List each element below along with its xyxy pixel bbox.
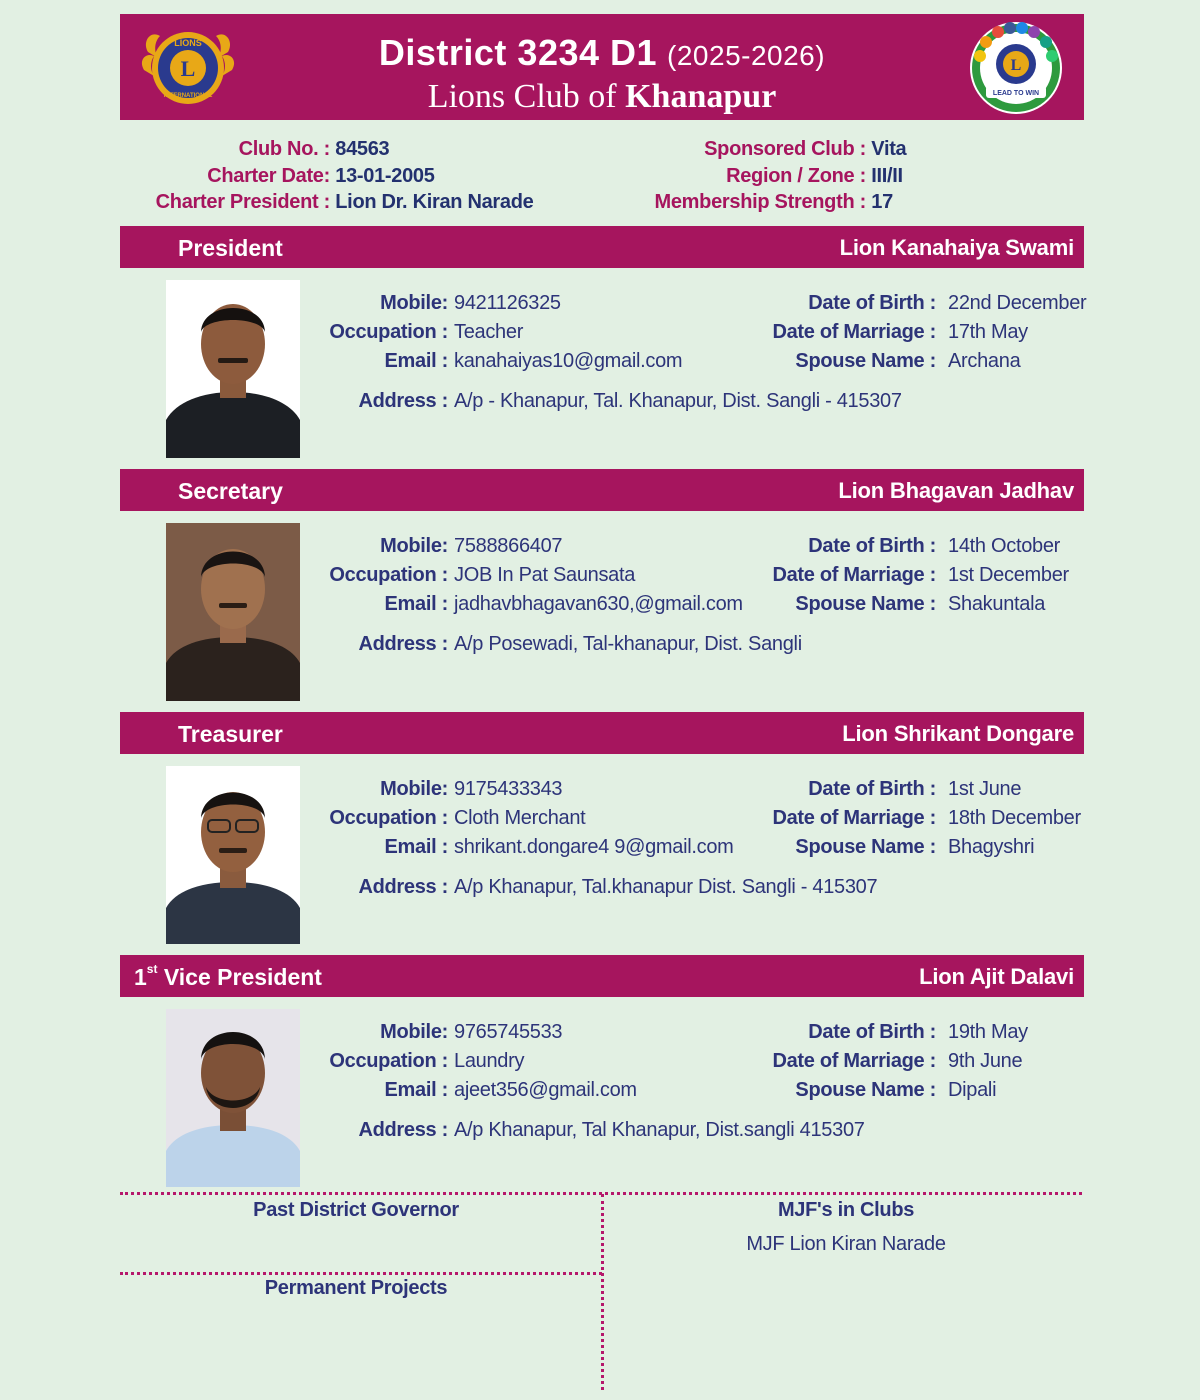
mobile-label: Mobile:	[380, 292, 448, 314]
sponsored-club-value: Vita	[871, 138, 907, 160]
occupation-row	[300, 564, 635, 587]
dob-value: 14th October	[948, 535, 1061, 557]
address-label: Address :	[358, 876, 448, 898]
lead-to-win-logo	[968, 18, 1064, 116]
occupation-row	[300, 321, 523, 344]
role-ordinal-suffix: st	[146, 962, 158, 976]
email-value: kanahaiyas10@gmail.com	[454, 350, 683, 372]
officer-role	[134, 964, 322, 991]
email-label: Email :	[384, 1079, 448, 1101]
past-district-governor-heading: Past District Governor	[253, 1199, 459, 1221]
occupation-value: Laundry	[454, 1050, 525, 1072]
club-name: Khanapur	[625, 78, 777, 115]
dom-label: Date of Marriage :	[772, 1050, 936, 1072]
club-prefix: Lions Club of	[427, 78, 617, 115]
address-label: Address :	[358, 633, 448, 655]
occupation-label: Occupation :	[329, 807, 448, 829]
email-label: Email :	[384, 350, 448, 372]
address-value: A/p - Khanapur, Tal. Khanapur, Dist. Sangli - 415307	[454, 390, 902, 412]
mobile-label: Mobile:	[380, 1021, 448, 1043]
email-value: shrikant.dongare4 9@gmail.com	[454, 836, 734, 858]
dob-value: 1st June	[948, 778, 1022, 800]
spouse-label: Spouse Name :	[795, 836, 936, 858]
district-title	[120, 32, 1084, 74]
email-row	[300, 593, 743, 616]
sponsored-club-label: Sponsored Club :	[704, 138, 866, 160]
club-info-right	[640, 138, 906, 218]
mobile-label: Mobile:	[380, 535, 448, 557]
mobile-row	[300, 292, 561, 315]
officer-name: Lion Bhagavan Jadhav	[838, 478, 1074, 503]
mjf-heading: MJF's in Clubs	[777, 1199, 915, 1221]
spouse-label: Spouse Name :	[795, 593, 936, 615]
address-row	[300, 876, 877, 899]
email-row	[300, 836, 734, 859]
mobile-row	[300, 778, 562, 801]
email-row	[300, 350, 682, 373]
mobile-value: 9175433343	[454, 778, 563, 800]
dom-label: Date of Marriage :	[772, 321, 936, 343]
treasurer-details	[300, 766, 1090, 906]
membership-strength-row	[640, 191, 906, 218]
club-number-label: Club No. :	[238, 138, 330, 160]
spouse-label: Spouse Name :	[795, 1079, 936, 1101]
dob-row	[736, 778, 1021, 801]
dom-row	[736, 321, 1028, 344]
charter-president-value: Lion Dr. Kiran Narade	[335, 191, 534, 213]
role-ordinal: 1	[134, 964, 147, 990]
charter-president-row	[140, 191, 533, 218]
spouse-value: Bhagyshri	[948, 836, 1035, 858]
officer-name: Lion Kanahaiya Swami	[839, 235, 1074, 260]
dob-row	[736, 1021, 1028, 1044]
spouse-value: Shakuntala	[948, 593, 1046, 615]
spouse-row	[736, 350, 1020, 373]
membership-strength-value: 17	[871, 191, 893, 213]
dom-label: Date of Marriage :	[772, 807, 936, 829]
dom-value: 17th May	[948, 321, 1028, 343]
dom-row	[736, 564, 1069, 587]
address-value: A/p Posewadi, Tal-khanapur, Dist. Sangli	[454, 633, 802, 655]
club-number-row	[140, 138, 533, 165]
mobile-row	[300, 1021, 562, 1044]
logo-right-text: LEAD TO WIN	[992, 90, 1040, 97]
dom-value: 9th June	[948, 1050, 1023, 1072]
dom-row	[736, 807, 1081, 830]
occupation-value: JOB In Pat Saunsata	[454, 564, 636, 586]
region-zone-label: Region / Zone :	[726, 164, 866, 187]
email-value: ajeet356@gmail.com	[454, 1079, 637, 1101]
mobile-value: 9765745533	[454, 1021, 563, 1043]
mobile-value: 7588866407	[454, 535, 563, 557]
dob-row	[736, 292, 1086, 315]
club-title	[120, 78, 1084, 116]
president-photo	[166, 280, 300, 458]
footer-divider-vertical	[601, 1194, 604, 1390]
logo-left-text-bottom: INTERNATIONAL	[163, 93, 213, 99]
logo-left-text-top: LIONS	[174, 38, 202, 48]
officer-role: Secretary	[178, 478, 283, 504]
spouse-row	[736, 1079, 996, 1102]
dob-row	[736, 535, 1060, 558]
footer-divider-left	[120, 1272, 602, 1275]
address-value: A/p Khanapur, Tal Khanapur, Dist.sangli 415307	[454, 1119, 865, 1141]
treasurer-bar	[120, 712, 1084, 754]
secretary-photo	[166, 523, 300, 701]
mjf-value: MJF Lion Kiran Narade	[746, 1233, 946, 1255]
occupation-row	[300, 807, 585, 830]
occupation-label: Occupation :	[329, 564, 448, 586]
dom-value: 1st December	[948, 564, 1069, 586]
address-row	[300, 1119, 865, 1142]
address-label: Address :	[358, 1119, 448, 1141]
address-row	[300, 390, 902, 413]
charter-date-row	[140, 165, 533, 192]
mobile-value: 9421126325	[454, 292, 561, 314]
occupation-value: Teacher	[454, 321, 524, 343]
president-bar	[120, 226, 1084, 268]
address-value: A/p Khanapur, Tal.khanapur Dist. Sangli - 415307	[454, 876, 878, 898]
officer-role: President	[178, 235, 283, 261]
officer-name: Lion Shrikant Dongare	[842, 721, 1074, 746]
charter-date-value: 13-01-2005	[335, 164, 435, 187]
club-number-value: 84563	[335, 138, 390, 160]
email-row	[300, 1079, 637, 1102]
spouse-row	[736, 593, 1045, 616]
dom-row	[736, 1050, 1022, 1073]
email-value: jadhavbhagavan630,@gmail.com	[454, 593, 743, 615]
membership-strength-label: Membership Strength :	[654, 191, 866, 213]
dob-value: 19th May	[948, 1021, 1028, 1043]
charter-president-label: Charter President :	[155, 191, 330, 213]
secretary-details	[300, 523, 1090, 663]
spouse-label: Spouse Name :	[795, 350, 936, 372]
region-zone-row	[640, 165, 906, 192]
vice-president-details	[300, 1009, 1090, 1149]
spouse-row	[736, 836, 1034, 859]
header-banner	[120, 14, 1084, 120]
president-details	[300, 280, 1090, 420]
treasurer-photo	[166, 766, 300, 944]
officer-name: Lion Ajit Dalavi	[919, 964, 1074, 989]
vice-president-bar	[120, 955, 1084, 997]
officer-role: Treasurer	[178, 721, 283, 747]
occupation-row	[300, 1050, 524, 1073]
secretary-bar	[120, 469, 1084, 511]
svg-text:L: L	[1010, 57, 1022, 74]
district-years: (2025-2026)	[667, 40, 826, 71]
dom-value: 18th December	[948, 807, 1081, 829]
role-title: Vice President	[163, 964, 322, 990]
dom-label: Date of Marriage :	[772, 564, 936, 586]
dob-value: 22nd December	[948, 292, 1087, 314]
email-label: Email :	[384, 593, 448, 615]
dob-label: Date of Birth :	[808, 1021, 936, 1043]
dob-label: Date of Birth :	[808, 292, 936, 314]
spouse-value: Archana	[948, 350, 1021, 372]
permanent-projects-heading: Permanent Projects	[264, 1277, 448, 1299]
occupation-label: Occupation :	[329, 1050, 448, 1072]
spouse-value: Dipali	[948, 1079, 997, 1101]
mobile-label: Mobile:	[380, 778, 448, 800]
address-row	[300, 633, 802, 656]
district-name: District 3234 D1	[378, 32, 658, 73]
occupation-label: Occupation :	[329, 321, 448, 343]
charter-date-label: Charter Date:	[207, 164, 330, 187]
dob-label: Date of Birth :	[808, 778, 936, 800]
svg-text:L: L	[180, 56, 196, 81]
region-zone-value: III/II	[871, 164, 903, 187]
mobile-row	[300, 535, 562, 558]
email-label: Email :	[384, 836, 448, 858]
occupation-value: Cloth Merchant	[454, 807, 586, 829]
vice-president-photo	[166, 1009, 300, 1187]
sponsored-club-row	[640, 138, 906, 165]
club-info-left	[140, 138, 533, 218]
dob-label: Date of Birth :	[808, 535, 936, 557]
address-label: Address :	[358, 390, 448, 412]
